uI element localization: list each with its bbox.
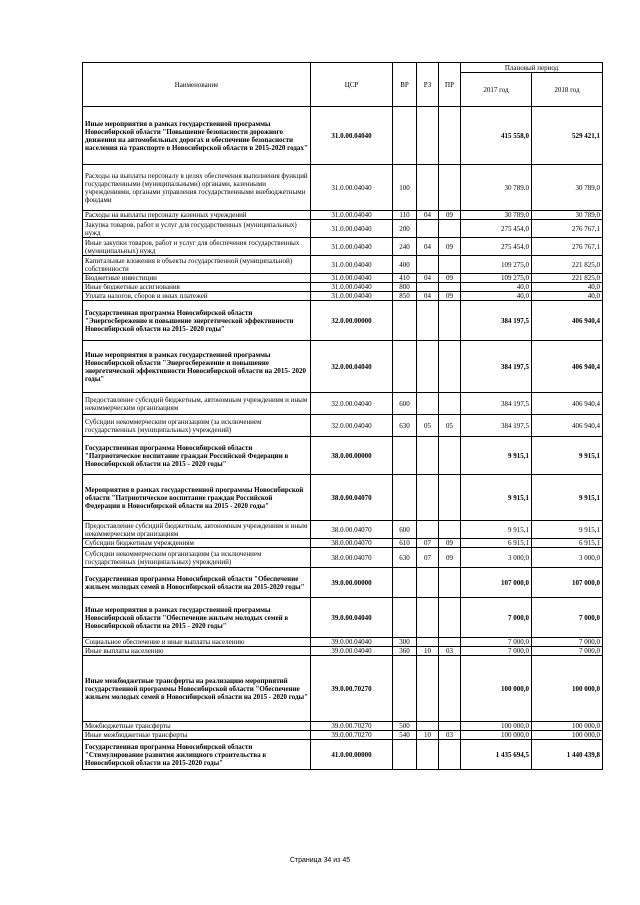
table-row — [83, 238, 603, 256]
cell-name: Предоставление субсидий бюджетным, автономным учреждениям и иным некоммерческим организациям — [83, 521, 311, 539]
header-csr: ЦСР — [311, 63, 393, 107]
cell-csr: 38.0.00.04070 — [311, 475, 393, 521]
cell-rz: 10 — [417, 647, 439, 656]
table-row — [83, 539, 603, 548]
table-header — [83, 63, 603, 107]
table-row — [83, 341, 603, 393]
cell-vr: 630 — [393, 548, 417, 568]
cell-pr — [439, 393, 461, 415]
cell-vr: 410 — [393, 274, 417, 283]
cell-vr — [393, 341, 417, 393]
cell-2017: 384 197,5 — [461, 341, 532, 393]
cell-2018: 221 825,0 — [532, 274, 603, 283]
cell-vr: 610 — [393, 539, 417, 548]
cell-vr: 240 — [393, 238, 417, 256]
cell-pr — [439, 598, 461, 638]
cell-pr: 09 — [439, 238, 461, 256]
cell-name: Иные межбюджетные трансферты — [83, 731, 311, 740]
cell-rz — [417, 638, 439, 647]
header-planned-period: Плановый период — [461, 63, 603, 73]
cell-name: Уплата налогов, сборов и иных платежей — [83, 292, 311, 301]
cell-csr: 38.0.00.04070 — [311, 521, 393, 539]
cell-pr: 09 — [439, 274, 461, 283]
cell-2018: 406 940,4 — [532, 301, 603, 341]
cell-vr: 600 — [393, 521, 417, 539]
cell-2018: 6 915,1 — [532, 539, 603, 548]
cell-vr: 300 — [393, 638, 417, 647]
cell-rz — [417, 521, 439, 539]
cell-2017: 9 915,1 — [461, 475, 532, 521]
cell-2018: 221 825,0 — [532, 256, 603, 274]
cell-vr: 600 — [393, 393, 417, 415]
cell-csr: 41.0.00.00000 — [311, 740, 393, 770]
table-row — [83, 647, 603, 656]
cell-rz — [417, 165, 439, 211]
table-row — [83, 568, 603, 598]
cell-2017: 7 000,0 — [461, 598, 532, 638]
cell-2018: 9 915,1 — [532, 437, 603, 475]
cell-pr: 03 — [439, 647, 461, 656]
cell-vr: 540 — [393, 731, 417, 740]
cell-name: Государственная программа Новосибирской области "Энергосбережение и повышение энергетической эффективности Новосибирской области на 2015- 2020 годы" — [83, 301, 311, 341]
table-row — [83, 301, 603, 341]
cell-pr: 09 — [439, 211, 461, 220]
cell-rz — [417, 656, 439, 722]
cell-vr: 850 — [393, 292, 417, 301]
cell-csr: 31.0.00.04040 — [311, 274, 393, 283]
cell-vr — [393, 568, 417, 598]
cell-2018: 406 940,4 — [532, 393, 603, 415]
cell-vr — [393, 301, 417, 341]
cell-2017: 384 197,5 — [461, 415, 532, 437]
table-row — [83, 415, 603, 437]
cell-vr: 800 — [393, 283, 417, 292]
cell-2017: 107 000,0 — [461, 568, 532, 598]
cell-pr — [439, 301, 461, 341]
cell-2017: 275 454,0 — [461, 238, 532, 256]
cell-2017: 109 275,0 — [461, 256, 532, 274]
cell-rz: 10 — [417, 731, 439, 740]
cell-2017: 30 789,0 — [461, 165, 532, 211]
cell-rz — [417, 301, 439, 341]
cell-2017: 275 454,0 — [461, 220, 532, 238]
table-row — [83, 722, 603, 731]
cell-2017: 100 000,0 — [461, 722, 532, 731]
cell-name: Государственная программа Новосибирской области "Обеспечение жильем молодых семей в Новосибирской области на 2015-2020 годы" — [83, 568, 311, 598]
cell-2017: 9 915,1 — [461, 437, 532, 475]
cell-2018: 100 000,0 — [532, 731, 603, 740]
table-row — [83, 256, 603, 274]
cell-pr: 09 — [439, 539, 461, 548]
cell-2017: 1 435 694,5 — [461, 740, 532, 770]
header-vr: ВР — [393, 63, 417, 107]
cell-2018: 100 000,0 — [532, 722, 603, 731]
cell-csr: 32.0.00.00000 — [311, 301, 393, 341]
header-year-2017: 2017 год — [461, 73, 532, 107]
cell-2017: 100 000,0 — [461, 731, 532, 740]
cell-2018: 276 767,1 — [532, 220, 603, 238]
cell-rz: 04 — [417, 292, 439, 301]
cell-pr — [439, 220, 461, 238]
cell-2018: 406 940,4 — [532, 415, 603, 437]
cell-2018: 40,0 — [532, 292, 603, 301]
cell-pr — [439, 256, 461, 274]
cell-pr — [439, 722, 461, 731]
cell-csr: 31.0.00.04040 — [311, 283, 393, 292]
table-row — [83, 393, 603, 415]
cell-2017: 6 915,1 — [461, 539, 532, 548]
cell-name: Субсидии некоммерческим организациям (за исключением государственных (муниципальных) учреждений) — [83, 548, 311, 568]
cell-name: Государственная программа Новосибирской области "Патриотическое воспитание граждан Российской Федерации в Новосибирской области на 2015 - 2020 годы" — [83, 437, 311, 475]
cell-rz — [417, 107, 439, 165]
table-row — [83, 292, 603, 301]
cell-csr: 39.0.00.04040 — [311, 638, 393, 647]
cell-2018: 276 767,1 — [532, 238, 603, 256]
table-row — [83, 521, 603, 539]
cell-name: Расходы на выплаты персоналу в целях обеспечения выполнения функций государственными (муниципальными) органами, казенными учреждениями, органами управления государственными внебюджетными фондами — [83, 165, 311, 211]
cell-vr — [393, 740, 417, 770]
cell-csr: 38.0.00.04070 — [311, 548, 393, 568]
cell-2018: 7 000,0 — [532, 638, 603, 647]
cell-name: Иные мероприятия в рамках государственной программы Новосибирской области "Энергосбережение и повышение энергетической эффективности Новосибирской области на 2015- 2020 годы" — [83, 341, 311, 393]
cell-name: Бюджетные инвестиции — [83, 274, 311, 283]
cell-2018: 7 000,0 — [532, 598, 603, 638]
cell-csr: 31.0.00.04040 — [311, 165, 393, 211]
cell-name: Субсидии бюджетным учреждениям — [83, 539, 311, 548]
cell-csr: 39.0.00.70270 — [311, 731, 393, 740]
cell-csr: 39.0.00.04040 — [311, 598, 393, 638]
table-row — [83, 548, 603, 568]
cell-2017: 3 000,0 — [461, 548, 532, 568]
cell-csr: 39.0.00.00000 — [311, 568, 393, 598]
cell-pr: 05 — [439, 415, 461, 437]
cell-pr — [439, 740, 461, 770]
cell-rz — [417, 568, 439, 598]
cell-rz: 05 — [417, 415, 439, 437]
cell-2018: 100 000,0 — [532, 656, 603, 722]
cell-2017: 40,0 — [461, 283, 532, 292]
header-rz: РЗ — [417, 63, 439, 107]
cell-name: Мероприятия в рамках государственной программы Новосибирской области "Патриотическое воспитание граждан Российской Федерации в Новосибирской области на 2015 - 2020 годы" — [83, 475, 311, 521]
cell-pr — [439, 521, 461, 539]
cell-2018: 529 421,1 — [532, 107, 603, 165]
cell-vr — [393, 475, 417, 521]
cell-name: Иные бюджетные ассигнования — [83, 283, 311, 292]
cell-2018: 9 915,1 — [532, 521, 603, 539]
cell-pr: 09 — [439, 548, 461, 568]
cell-csr: 32.0.00.04040 — [311, 341, 393, 393]
cell-name: Расходы на выплаты персоналу казенных учреждений — [83, 211, 311, 220]
cell-vr: 630 — [393, 415, 417, 437]
cell-csr: 31.0.00.04040 — [311, 292, 393, 301]
header-year-2018: 2018 год — [532, 73, 603, 107]
cell-csr: 31.0.00.04040 — [311, 220, 393, 238]
cell-pr: 03 — [439, 731, 461, 740]
cell-csr: 39.0.00.70270 — [311, 656, 393, 722]
cell-vr: 400 — [393, 256, 417, 274]
cell-2018: 406 940,4 — [532, 341, 603, 393]
cell-pr — [439, 638, 461, 647]
cell-pr — [439, 283, 461, 292]
cell-rz — [417, 341, 439, 393]
cell-csr: 39.0.00.04040 — [311, 647, 393, 656]
header-name: Наименование — [83, 63, 311, 107]
cell-vr: 360 — [393, 647, 417, 656]
cell-2017: 109 275,0 — [461, 274, 532, 283]
cell-pr — [439, 656, 461, 722]
cell-vr: 100 — [393, 165, 417, 211]
cell-2017: 384 197,5 — [461, 301, 532, 341]
cell-rz: 04 — [417, 211, 439, 220]
table-row — [83, 638, 603, 647]
cell-pr — [439, 107, 461, 165]
cell-csr: 31.0.00.04040 — [311, 238, 393, 256]
cell-2017: 415 558,0 — [461, 107, 532, 165]
cell-name: Предоставление субсидий бюджетным, автономным учреждениям и иным некоммерческим организациям — [83, 393, 311, 415]
table-row — [83, 437, 603, 475]
budget-table — [82, 62, 603, 770]
cell-2018: 9 915,1 — [532, 475, 603, 521]
table-row — [83, 598, 603, 638]
cell-2018: 40,0 — [532, 283, 603, 292]
cell-2017: 9 915,1 — [461, 521, 532, 539]
cell-vr — [393, 656, 417, 722]
cell-2017: 100 000,0 — [461, 656, 532, 722]
cell-name: Межбюджетные трансферты — [83, 722, 311, 731]
cell-rz — [417, 283, 439, 292]
cell-vr — [393, 598, 417, 638]
cell-name: Государственная программа Новосибирской области "Стимулирование развития жилищного строительства в Новосибирской области на 2015-2020 годы" — [83, 740, 311, 770]
cell-name: Субсидии некоммерческим организациям (за исключением государственных (муниципальных) учреждений) — [83, 415, 311, 437]
table-row — [83, 283, 603, 292]
header-pr: ПР — [439, 63, 461, 107]
cell-name: Иные выплаты населению — [83, 647, 311, 656]
cell-csr: 31.0.00.04040 — [311, 256, 393, 274]
table-row — [83, 475, 603, 521]
cell-rz — [417, 740, 439, 770]
cell-2018: 3 000,0 — [532, 548, 603, 568]
cell-rz — [417, 475, 439, 521]
table-row — [83, 731, 603, 740]
table-row — [83, 165, 603, 211]
table-body — [83, 107, 603, 770]
cell-csr: 38.0.00.04070 — [311, 539, 393, 548]
cell-vr: 110 — [393, 211, 417, 220]
cell-2017: 384 197,5 — [461, 393, 532, 415]
cell-pr — [439, 475, 461, 521]
cell-pr — [439, 165, 461, 211]
cell-rz — [417, 437, 439, 475]
cell-rz: 04 — [417, 238, 439, 256]
cell-2017: 30 789,0 — [461, 211, 532, 220]
cell-name: Иные мероприятия в рамках государственной программы Новосибирской области "Обеспечение жильем молодых семей в Новосибирской области на 2015 - 2020 годы" — [83, 598, 311, 638]
cell-rz — [417, 220, 439, 238]
table-row — [83, 107, 603, 165]
cell-vr — [393, 107, 417, 165]
cell-vr: 200 — [393, 220, 417, 238]
cell-rz — [417, 393, 439, 415]
cell-pr: 09 — [439, 292, 461, 301]
cell-vr — [393, 437, 417, 475]
cell-name: Иные мероприятия в рамках государственной программы Новосибирской области "Повышение безопасности дорожного движения на автомобильных дорогах и обеспечение безопасности населения на транспорте в Новосибирской области в 2015-2020 годах" — [83, 107, 311, 165]
cell-name: Иные закупки товаров, работ и услуг для обеспечения государственных (муниципальных) нужд — [83, 238, 311, 256]
cell-pr — [439, 341, 461, 393]
cell-2017: 40,0 — [461, 292, 532, 301]
cell-rz — [417, 256, 439, 274]
table-row — [83, 274, 603, 283]
cell-csr: 32.0.00.04040 — [311, 415, 393, 437]
cell-name: Социальное обеспечение и иные выплаты населению — [83, 638, 311, 647]
cell-csr: 38.0.00.00000 — [311, 437, 393, 475]
cell-name: Иные межбюджетные трансферты на реализацию мероприятий государственной программы Новосибирской области "Обеспечение жильем молодых семей в Новосибирской области на 2015 - 2020 годы" — [83, 656, 311, 722]
cell-rz — [417, 722, 439, 731]
cell-2018: 30 789,0 — [532, 211, 603, 220]
page-footer: Страница 34 из 45 — [289, 857, 351, 864]
cell-pr — [439, 568, 461, 598]
cell-pr — [439, 437, 461, 475]
table-row — [83, 220, 603, 238]
cell-csr: 32.0.00.04040 — [311, 393, 393, 415]
table-row — [83, 740, 603, 770]
cell-rz — [417, 598, 439, 638]
cell-csr: 31.0.00.04040 — [311, 211, 393, 220]
cell-rz: 04 — [417, 274, 439, 283]
cell-csr: 39.0.00.70270 — [311, 722, 393, 731]
cell-2018: 7 000,0 — [532, 647, 603, 656]
cell-2017: 7 000,0 — [461, 638, 532, 647]
cell-2018: 107 000,0 — [532, 568, 603, 598]
cell-2017: 7 000,0 — [461, 647, 532, 656]
cell-2018: 30 789,0 — [532, 165, 603, 211]
table-row — [83, 656, 603, 722]
cell-vr: 500 — [393, 722, 417, 731]
table-row — [83, 211, 603, 220]
cell-rz: 07 — [417, 548, 439, 568]
cell-2018: 1 440 439,8 — [532, 740, 603, 770]
cell-name: Капитальные вложения в объекты государственной (муниципальной) собственности — [83, 256, 311, 274]
cell-rz: 07 — [417, 539, 439, 548]
cell-csr: 31.0.00.04040 — [311, 107, 393, 165]
cell-name: Закупка товаров, работ и услуг для государственных (муниципальных) нужд — [83, 220, 311, 238]
